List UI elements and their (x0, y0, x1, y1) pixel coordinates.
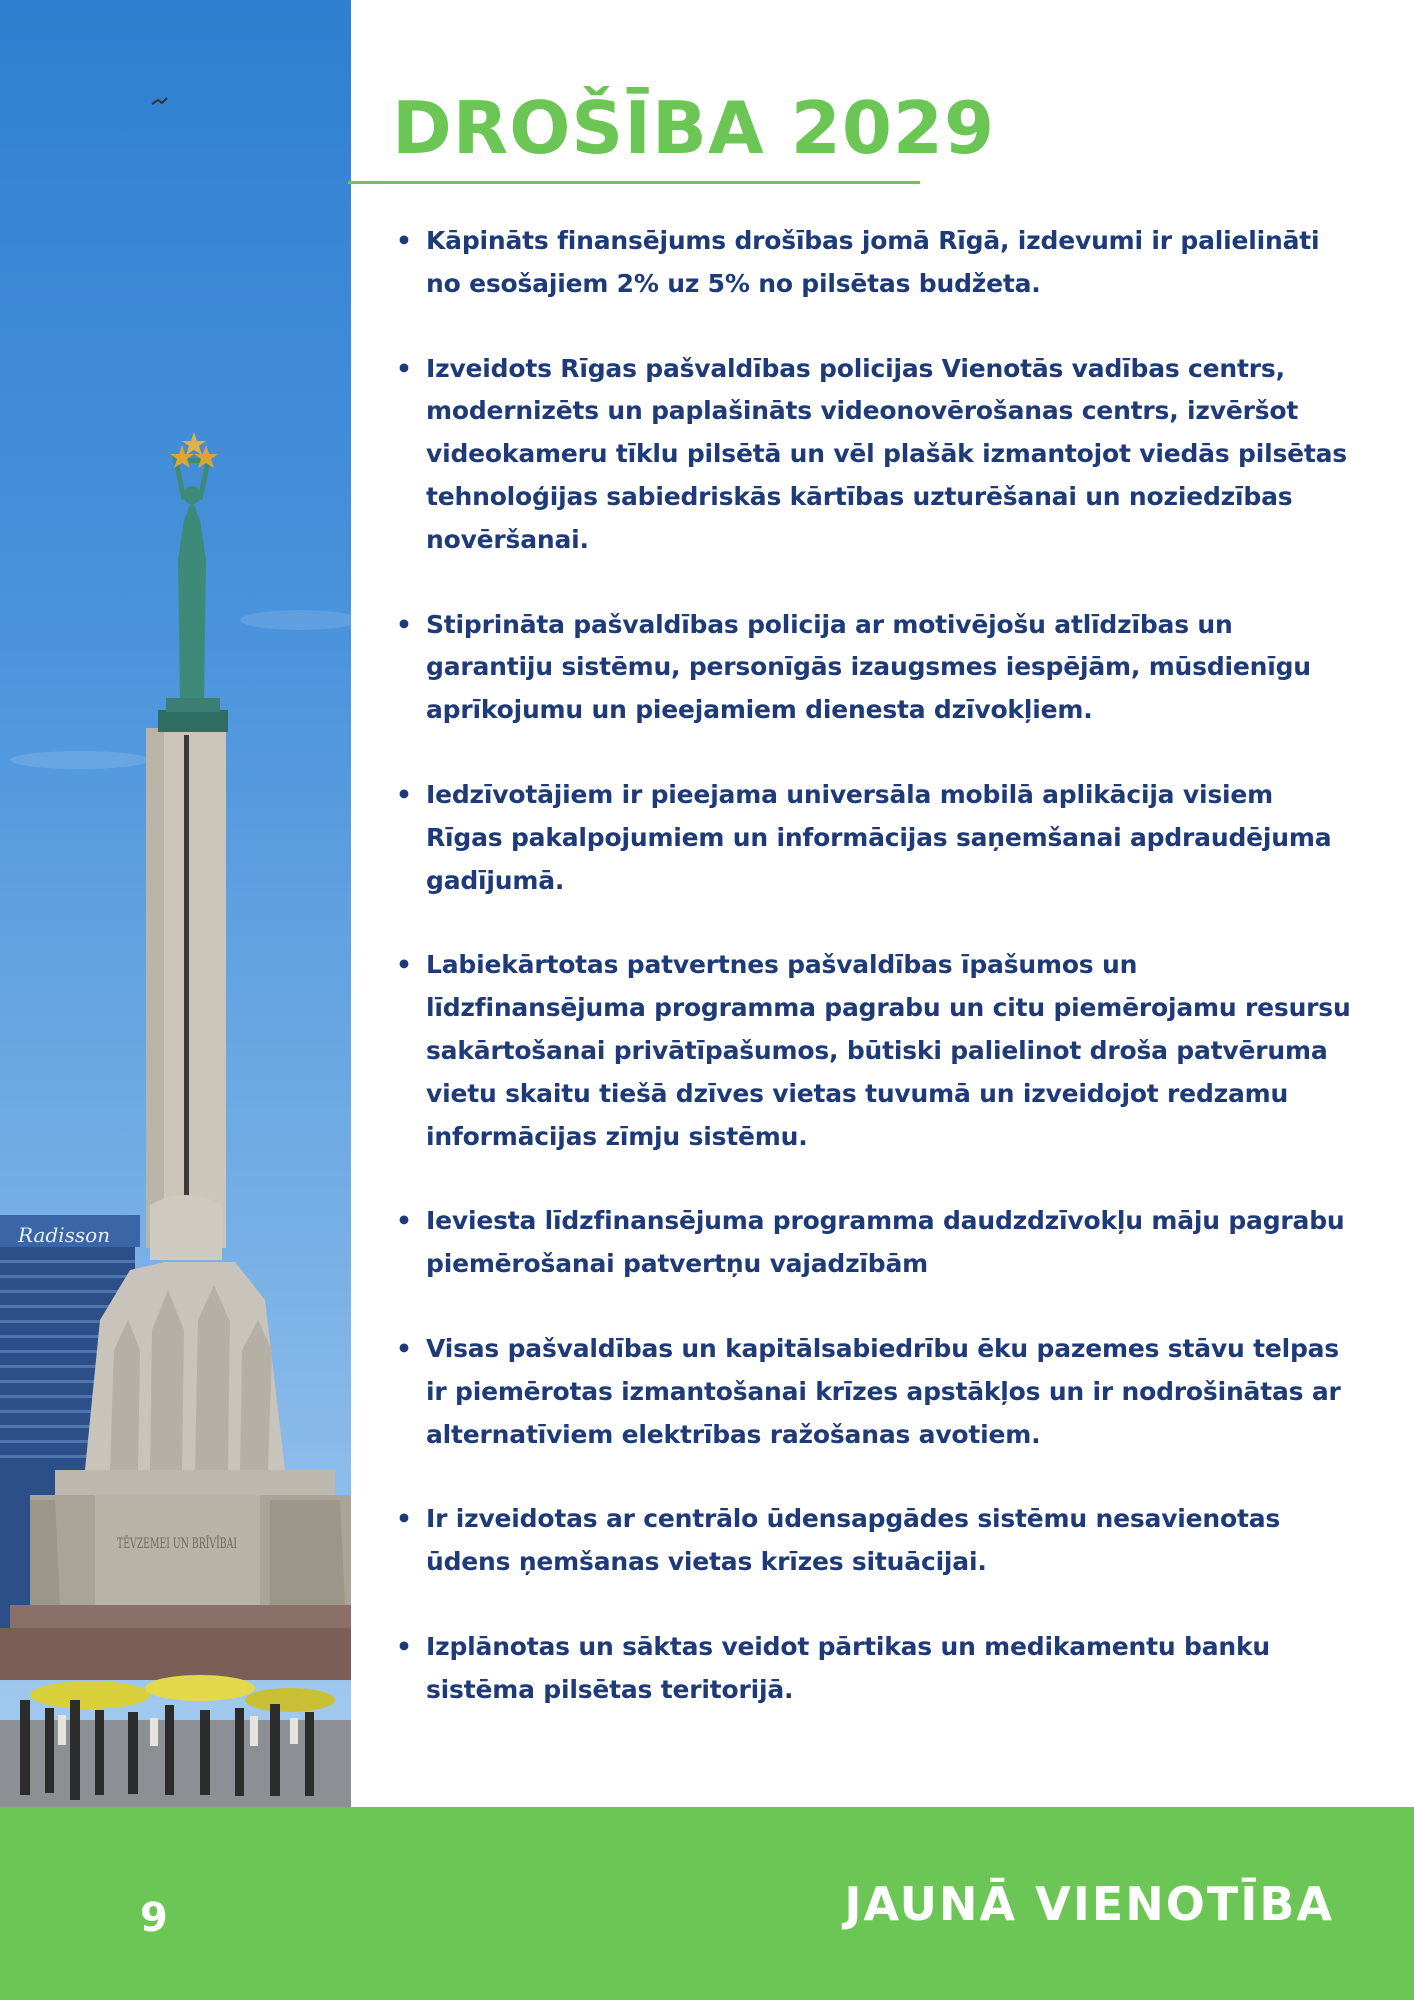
list-item: • Kāpināts finansējums drošības jomā Rīgā, izdevumi ir palielināti no esošajiem 2% uz 5% no pilsētas budžeta. (396, 220, 1356, 306)
list-item: • Izplānotas un sāktas veidot pārtikas un medikamentu banku sistēma pilsētas teritorijā. (396, 1626, 1356, 1712)
list-item: • Ir izveidotas ar centrālo ūdensapgādes sistēmu nesavienotas ūdens ņemšanas vietas krīzes situācijai. (396, 1498, 1356, 1584)
list-item: • Visas pašvaldības un kapitālsabiedrību ēku pazemes stāvu telpas ir piemērotas izmantošanai krīzes apstākļos un ir nodrošinātas ar alternatīviem elektrības ražošanas avotiem. (396, 1328, 1356, 1456)
bullet-list (396, 220, 1356, 1754)
monument-inscription: TĒVZEMEI UN BRĪVĪBAI (117, 1536, 298, 1552)
page-number: 9 (140, 1895, 168, 1941)
monument-photo (0, 0, 351, 1807)
list-item: • Iedzīvotājiem ir pieejama universāla mobilā aplikācija visiem Rīgas pakalpojumiem un informācijas saņemšanai apdraudējuma gadījumā. (396, 774, 1356, 902)
content-column (351, 0, 1414, 1807)
building-sign: Radisson (18, 1223, 111, 1247)
title-underline (348, 181, 920, 184)
list-item: • Ieviesta līdzfinansējuma programma daudzdzīvokļu māju pagrabu piemērošanai patvertņu vajadzībām (396, 1200, 1356, 1286)
freedom-monument-illustration (0, 0, 351, 1807)
page-title: DROŠĪBA 2029 (392, 86, 996, 170)
list-item: • Labiekārtotas patvertnes pašvaldības īpašumos un līdzfinansējuma programma pagrabu un citu piemērojamu resursu sakārtošanai privātīpašumos, būtiski palielinot droša patvēruma vietu skaitu tiešā dzīves vietas tuvumā un izveidojot redzamu informācijas zīmju sistēmu. (396, 944, 1356, 1158)
footer-band (0, 1807, 1414, 2000)
list-item: • Stiprināta pašvaldības policija ar motivējošu atlīdzības un garantiju sistēmu, personīgās izaugsmes iespējām, mūsdienīgu aprīkojumu un pieejamiem dienesta dzīvokļiem. (396, 604, 1356, 732)
brand-logo-text: JAUNĀ VIENOTĪBA (844, 1877, 1334, 1931)
list-item: • Izveidots Rīgas pašvaldības policijas Vienotās vadības centrs, modernizēts un paplašināts videonovērošanas centrs, izvēršot videokameru tīklu pilsētā un vēl plašāk izmantojot viedās pilsētas tehnoloģijas sabiedriskās kārtības uzturēšanai un noziedzības novēršanai. (396, 348, 1356, 562)
